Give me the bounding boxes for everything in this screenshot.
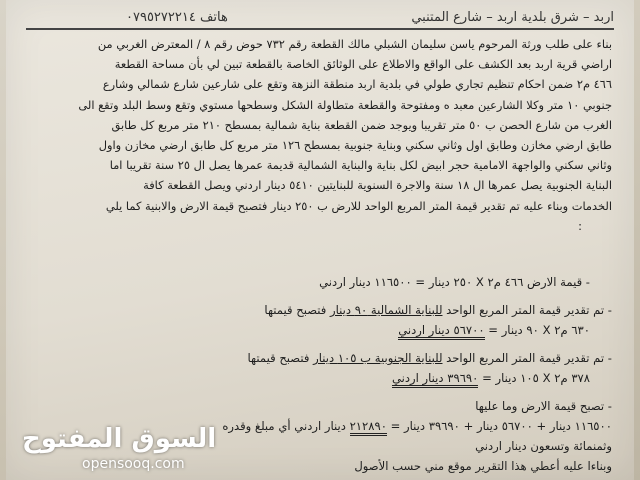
total-intro: - تصبح قيمة الارض وما عليها (475, 399, 612, 413)
closing-line: وبناءا عليه أعطي هذا التقرير موقع مني حسب الأصول (354, 459, 612, 473)
body-line-8: البناية الجنوبية يصل عمرها ال ١٨ سنة والاجرة السنوية للبنايتين ٥٤١٠ دينار اردني ويصل القطعة كافة (143, 178, 612, 193)
total-in-words: وثمنمائة وتسعون دينار اردني (475, 439, 612, 453)
total-calc: ١١٦٥٠٠ دينار + ٥٦٧٠٠ دينار + ٣٩٦٩٠ دينار = ٢١٢٨٩٠ دينار اردني أي مبلغ وقدره (26, 416, 612, 436)
document-page (6, 0, 634, 480)
body-line-6: طابق ارضي مخازن وطابق اول وثاني سكني وبناية جنوبية بمسطح ١٢٦ متر مربع كل طابق ارضي مخازن واول (98, 138, 612, 153)
north-building-calc: ٦٣٠ م٢ X ٩٠ دينار = ٥٦٧٠٠ دينار اردني (26, 320, 612, 340)
south-building-total: ٣٩٦٩٠ دينار اردني (392, 371, 478, 388)
south-building-intro: - تم تقدير قيمة المتر المربع الواحد للبناية الجنوبية ب ١٠٥ دينار فتصبح قيمتها (247, 351, 612, 365)
body-line-3: ٤٦٦ م٢ ضمن احكام تنظيم تجاري طولي في بلدية اربد منطقة النزهة وتقع على شارعين شارع شمالي وشارع (102, 77, 612, 92)
south-building-rate: للبناية الجنوبية ب ١٠٥ دينار (313, 351, 443, 365)
south-building-calc: ٣٧٨ م٢ X ١٠٥ دينار = ٣٩٦٩٠ دينار اردني (26, 368, 612, 388)
body-line-9: الخدمات وبناء عليه تم تقدير قيمة المتر المربع الواحد للارض ب ٢٥٠ دينار فتصبح قيمة الارض والابنية كما يلي (105, 198, 612, 213)
body-line-4: جنوبي ١٠ متر وكلا الشارعين معبد ه ومفتوحة والقطعة متطاولة الشكل وسطحها مستوي وتقع وسط البلد وتقع الى (78, 97, 612, 112)
land-value-line: - قيمة الارض ٤٦٦ م٢ X ٢٥٠ دينار = ١١٦٥٠٠ دينار اردني (319, 275, 590, 289)
north-building-intro: - تم تقدير قيمة المتر المربع الواحد للبناية الشمالية ٩٠ دينار فتصبح قيمتها (264, 303, 612, 317)
letterhead-address: اربد – شرق بلدية اربد – شارع المتنبي (411, 10, 614, 25)
north-building-total: ٥٦٧٠٠ دينار اردني (398, 323, 484, 340)
grand-total: ٢١٢٨٩٠ (350, 419, 387, 436)
body-line-5: الغرب من شارع الحصن ب ٥٠ متر تقريبا ويوجد ضمن القطعة بناية شمالية بمسطح ٢١٠ متر مربع كل طابق (111, 117, 612, 132)
letterhead-phone: هاتف ٠٧٩٥٢٧٢٢١٤ (126, 10, 228, 25)
north-building-rate: للبناية الشمالية ٩٠ دينار (330, 303, 443, 317)
opensooq-logo: السوق المفتوح (22, 424, 217, 454)
body-line-2: اراضي قرية اربد بعد الكشف على الواقع والاطلاع على الوثائق الخاصة بالقطعة تبين لي بأن مساحة القطعة (114, 57, 612, 72)
letterhead (26, 6, 614, 30)
body-line-7: وثاني سكني والواجهة الامامية حجر ابيض لكل بناية والبناية الشمالية قديمة عمرها يصل ال ٢٥ سنة تقريبا اما (109, 158, 612, 173)
header-divider (26, 28, 614, 30)
report-body (26, 34, 612, 236)
opensooq-domain: opensooq.com (82, 456, 185, 472)
body-colon: : (578, 218, 582, 233)
body-line-1: بناء على طلب ورثة المرحوم ياسن سليمان الشبلي مالك القطعة رقم ٧٣٢ حوض رقم ٨ / المعترض الغربي من (97, 37, 612, 51)
